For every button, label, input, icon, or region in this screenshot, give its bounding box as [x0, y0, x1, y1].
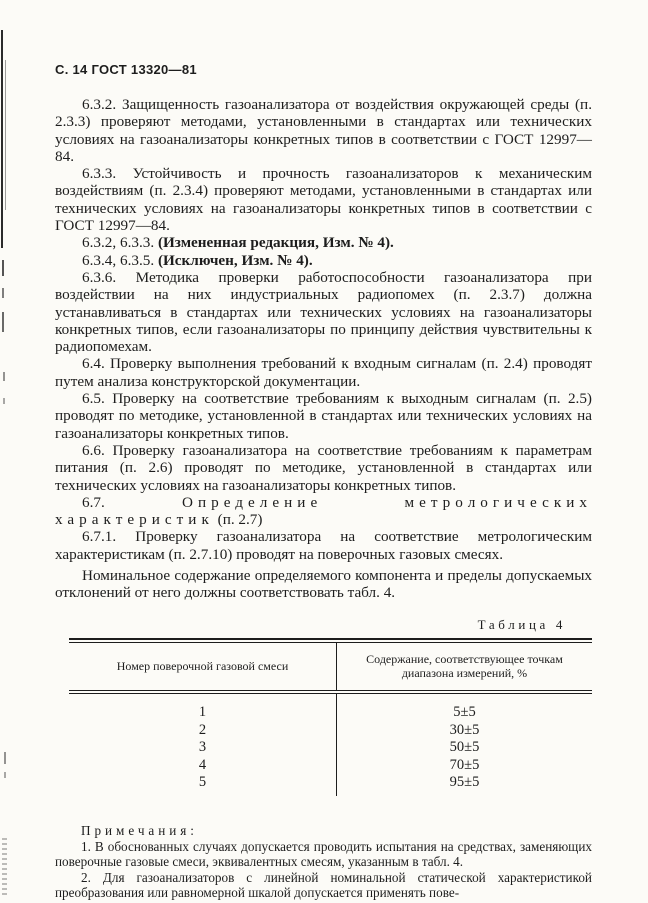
page-header: С. 14 ГОСТ 13320—81 [55, 62, 197, 77]
table-row [69, 692, 592, 722]
paragraph-6-5: 6.5. Проверку на соответствие требованиям к выходным сигналам (п. 2.5) проводят по методике, установленной в стандартах или технических условиях на газоанализаторы конкретных типов. [55, 390, 592, 442]
notes-heading: Примечания: [81, 823, 198, 839]
cell-mixture-number: 2 [69, 722, 337, 740]
paragraph-nominal-content: Номинальное содержание определяемого компонента и пределы допускаемых отклонений от него должны соответствовать табл. 4. [55, 567, 592, 602]
cell-mixture-number: 3 [69, 739, 337, 757]
heading-6-7-title: Определение метрологических характеристик [55, 493, 592, 529]
excluded-clauses: 6.3.4, 6.3.5. [82, 251, 158, 269]
table-row [69, 739, 592, 757]
excluded-text: (Исключен, Изм. № 4). [157, 251, 313, 269]
notes-section [55, 823, 592, 901]
cell-mixture-number: 1 [69, 692, 337, 722]
heading-6-7-number: 6.7. [82, 493, 183, 511]
table-row [69, 774, 592, 796]
scan-artifact-dash [2, 288, 4, 298]
paragraph-6-3-3: 6.3.3. Устойчивость и прочность газоанализаторов к механическим воздействиям (п. 2.3.4) проверяют методами, установленными в стандартах или технических условиях на газоанализаторы конкретных типов в соответствии с ГОСТ 12997—84. [55, 165, 592, 235]
scan-artifact-dash [3, 398, 5, 404]
column-header-mixture-number: Номер поверочной газовой смеси [69, 643, 337, 692]
scan-artifact-left-line-thin [5, 60, 6, 210]
scan-artifact-dash [3, 372, 5, 381]
cell-content-value: 5±5 [453, 704, 476, 721]
table-top-rule-heavy [69, 638, 592, 641]
table-caption: Таблица 4 [477, 616, 566, 632]
cell-content-value: 30±5 [449, 721, 480, 738]
scan-artifact-dash [2, 312, 4, 332]
paragraph-6-7-1: 6.7.1. Проверку газоанализатора на соответствие метрологическим характеристикам (п. 2.7.10) проводят на поверочных газовых смесях. [55, 528, 592, 563]
paragraph-6-6: 6.6. Проверку газоанализатора на соответствие требованиям к параметрам питания (п. 2.6) проводят по методике, установленной в стандартах или технических условиях на газоанализаторы конкретных типов. [55, 441, 592, 494]
note-2: 2. Для газоанализаторов с линейной номинальной статической характеристикой преобразования или равномерной шкалой допускается применять пове- [55, 869, 592, 901]
page-content [55, 62, 592, 901]
cell-content-value: 70±5 [449, 756, 480, 773]
paragraph-excluded-note [55, 252, 592, 269]
amendment-text: (Измененная редакция, Изм. № 4). [157, 234, 394, 252]
scan-artifact-dash [4, 772, 6, 778]
cell-content-value: 95±5 [449, 774, 480, 791]
table-header-row [69, 643, 592, 692]
paragraph-6-3-6: 6.3.6. Методика проверки работоспособности газоанализатора при воздействии на них индустриальных радиопомех (п. 2.3.7) должна устанавливаться в стандартах или технических условиях на газоанализаторы конкретных типов, если газоанализаторы по принципу действия чувствительны к радиопомехам. [55, 268, 592, 356]
heading-6-7-clause-ref: (п. 2.7) [213, 511, 263, 529]
paragraph-6-4: 6.4. Проверку выполнения требований к входным сигналам (п. 2.4) проводят путем анализа конструкторской документации. [55, 355, 592, 390]
scan-artifact-dash [2, 260, 4, 276]
cell-content-value: 50±5 [449, 739, 480, 756]
table-4 [69, 638, 592, 796]
scan-artifact-smudge [2, 838, 7, 896]
cell-mixture-number: 5 [69, 774, 337, 796]
table-row [69, 722, 592, 740]
heading-6-7 [55, 494, 592, 529]
table-row [69, 757, 592, 775]
scan-artifact-left-line [1, 30, 3, 248]
amendment-clauses: 6.3.2, 6.3.3. [82, 234, 158, 252]
note-1: 1. В обоснованных случаях допускается проводить испытания на средствах, заменяющих поверочные газовые смеси, эквивалентных смесям, указанным в табл. 4. [55, 838, 592, 870]
scan-artifact-dash [4, 752, 6, 764]
paragraph-6-3-2: 6.3.2. Защищенность газоанализатора от воздействия окружающей среды (п. 2.3.3) проверяют методами, установленными в стандартах или технических условиях на газоанализаторы конкретных типов в соответствии с ГОСТ 12997—84. [55, 96, 592, 165]
paragraph-amendment-note [55, 234, 592, 251]
column-header-content-percent: Содержание, соответствующее точкам диапазона измерений, % [337, 643, 593, 692]
cell-mixture-number: 4 [69, 757, 337, 775]
